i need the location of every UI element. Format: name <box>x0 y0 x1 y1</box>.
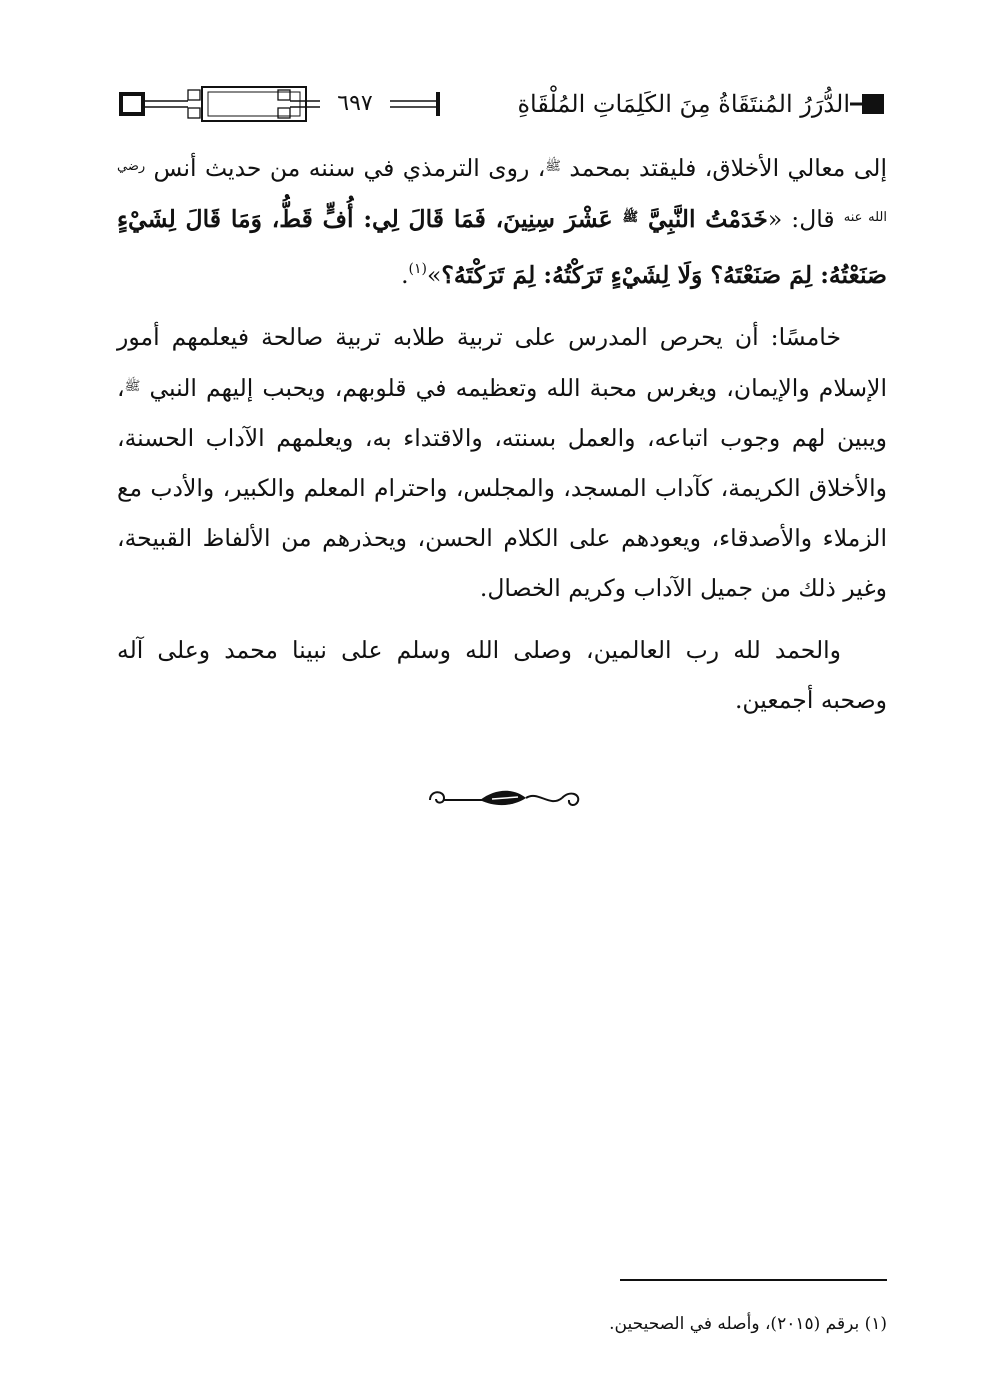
paragraph-1 <box>117 142 887 300</box>
p1-text-d: » <box>427 261 442 289</box>
page-number-inner-frame <box>208 92 300 116</box>
honorific-ra: رضي الله عنه <box>117 159 887 225</box>
footnote-reference[interactable]: (١) <box>408 261 428 277</box>
honorific-saw: ﷺ <box>124 379 141 394</box>
running-header <box>118 84 888 124</box>
p1-text-c: قال: « <box>767 205 844 233</box>
paragraph-2 <box>117 312 887 613</box>
hadith-quote-a: خَدَمْتُ النَّبِيَّ <box>638 205 768 233</box>
frame-ornament-left-bottom <box>188 108 200 118</box>
p3-text: والحمد لله رب العالمين، وصلى الله وسلم على نبينا محمد وعلى آله وصحبه أجمعين. <box>117 636 887 714</box>
page-body <box>117 142 887 725</box>
header-title-left-tick <box>436 92 440 116</box>
paragraph-3 <box>117 625 887 725</box>
honorific-saw: ﷺ <box>545 159 561 174</box>
header-left-square <box>121 94 143 114</box>
p1-text-e: . <box>401 261 409 289</box>
p2-text-b: ، ويبين لهم وجوب اتباعه، والعمل بسنته، والاقتداء به، ويعلمهم الآداب الحسنة، والأخلاق الكريمة، كآداب المسجد، والمجلس، واحترام المعلم والكبير، والأدب مع الزملاء والأصدقاء، ويعودهم على الكلام الحسن، ويحذرهم من الألفاظ القبيحة، وغير ذلك من جميل الآداب وكريم الخصال. <box>117 374 887 602</box>
book-title: الدُّرَرُ المُنتَقَاةُ مِنَ الكَلِمَاتِ المُلْقَاةِ <box>558 86 850 122</box>
honorific-saw: ﷺ <box>622 210 639 225</box>
p1-text-a: إلى معالي الأخلاق، فليقتد بمحمد <box>561 154 887 182</box>
footnote: (١) برقم (٢٠١٥)، وأصله في الصحيحين. <box>609 1314 887 1334</box>
page-number: ٦٩٧ <box>320 89 390 119</box>
hadith-quote-b: عَشْرَ سِنِينَ، فَمَا قَالَ لِي: أُفٍّ قَطُّ، وَمَا قَالَ لِشَيْءٍ صَنَعْتُهُ: لِمَ صَنَعْتَهُ؟ وَلَا لِشَيْءٍ تَرَكْتُهُ: لِمَ تَرَكْتَهُ؟ <box>117 205 887 289</box>
header-right-square <box>862 94 884 114</box>
p1-text-b: ، روى الترمذي في سننه من حديث أنس <box>145 154 546 182</box>
frame-ornament-left-top <box>188 90 200 100</box>
closing-ornament-icon <box>422 780 586 816</box>
p2-text-a: خامسًا: أن يحرص المدرس على تربية طلابه تربية صالحة فيعلمهم أمور الإسلام والإيمان، ويغرس محبة الله وتعظيمه في قلوبهم، ويحبب إليهم النبي <box>117 323 887 402</box>
footnote-rule <box>620 1279 887 1281</box>
